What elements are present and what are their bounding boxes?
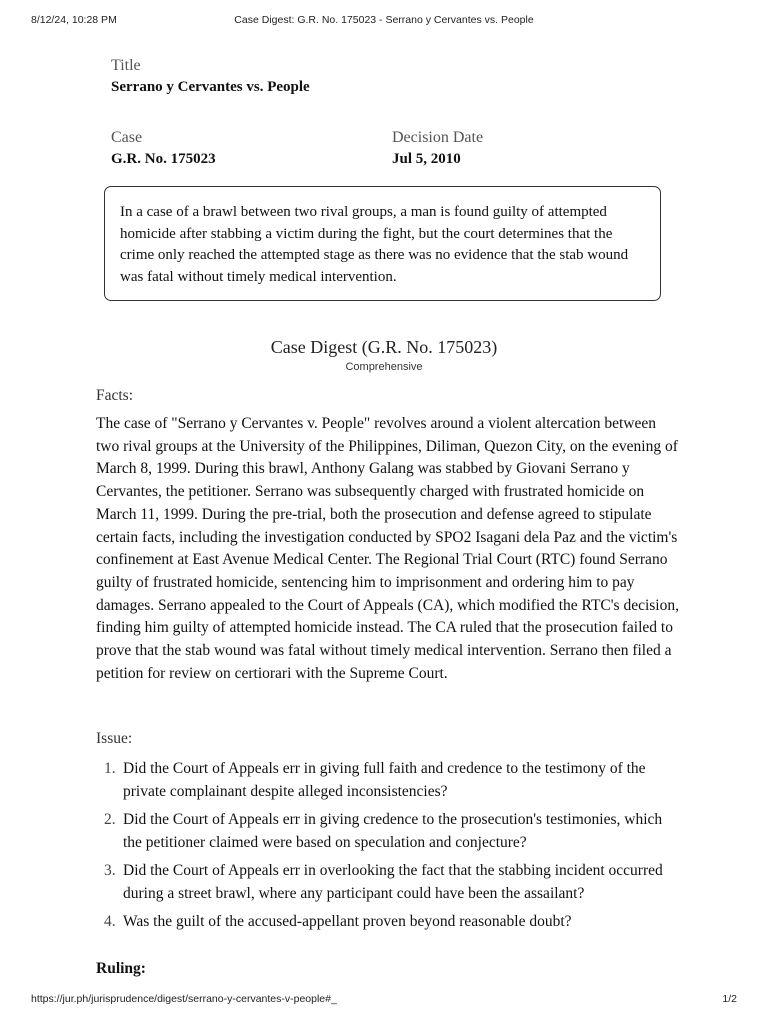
ruling-heading: Ruling: [96, 960, 146, 977]
issue-text: Did the Court of Appeals err in giving full faith and credence to the testimony of the private complainant despite alleged inconsistencies? [123, 760, 646, 800]
page-number: 1/2 [722, 993, 737, 1005]
issue-number: 3. [104, 862, 116, 879]
digest-heading: Case Digest (G.R. No. 175023) [270, 337, 498, 357]
issue-item [96, 809, 680, 854]
issue-item [96, 911, 680, 934]
issue-list [96, 758, 680, 940]
facts-paragraph: The case of "Serrano y Cervantes v. People" revolves around a violent altercation between two rival groups at the University of the Philippines, Diliman, Quezon City, on the evening of March 8, 1999. During this brawl, Anthony Galang was stabbed by Giovani Serrano y Cervantes, the petitioner. Serrano was subsequently charged with frustrated homicide on March 11, 1999. During the pre-trial, both the prosecution and defense agreed to stipulate certain facts, including the investigation conducted by SPO2 Isagani dela Paz and the victim's confinement at East Avenue Medical Center. The Regional Trial Court (RTC) found Serrano guilty of frustrated homicide, sentencing him to imprisonment and ordering him to pay damages. Serrano appealed to the Court of Appeals (CA), which modified the RTC's decision, finding him guilty of attempted homicide instead. The CA ruled that the prosecution failed to prove that the stab wound was fatal without timely medical intervention. Serrano then filed a petition for review on certiorari with the Supreme Court. [96, 415, 679, 682]
title-label: Title [111, 57, 141, 74]
title-value: Serrano y Cervantes vs. People [111, 79, 310, 95]
print-page-title: Case Digest: G.R. No. 175023 - Serrano y Cervantes vs. People [234, 14, 534, 26]
print-footer [0, 993, 768, 1009]
issue-number: 4. [104, 913, 116, 930]
issue-text: Did the Court of Appeals err in overlooking the fact that the stabbing incident occurred during a street brawl, where any participant could have been the assailant? [123, 862, 663, 902]
issue-text: Did the Court of Appeals err in giving credence to the prosecution's testimonies, which the petitioner claimed were based on speculation and conjecture? [123, 811, 663, 851]
summary-box: In a case of a brawl between two rival groups, a man is found guilty of attempted homicide after stabbing a victim during the fight, but the court determines that the crime only reached the attempted stage as there was no evidence that the stab wound was fatal without timely medical intervention. [104, 186, 661, 301]
digest-subheading: Comprehensive [345, 361, 423, 373]
issue-text: Was the guilt of the accused-appellant proven beyond reasonable doubt? [123, 913, 572, 930]
decision-date: Jul 5, 2010 [392, 151, 461, 167]
issue-item [96, 860, 680, 905]
issue-number: 1. [104, 760, 116, 777]
page-url: https://jur.ph/jurisprudence/digest/serrano-y-cervantes-v-people#_ [31, 993, 337, 1005]
issue-number: 2. [104, 811, 116, 828]
print-header [0, 14, 768, 30]
case-number: G.R. No. 175023 [111, 151, 216, 167]
decision-date-label: Decision Date [392, 129, 484, 146]
print-datetime: 8/12/24, 10:28 PM [31, 14, 117, 26]
issue-item [96, 758, 680, 803]
facts-heading: Facts: [96, 387, 134, 404]
case-label: Case [111, 129, 143, 146]
issue-heading: Issue: [96, 730, 133, 747]
